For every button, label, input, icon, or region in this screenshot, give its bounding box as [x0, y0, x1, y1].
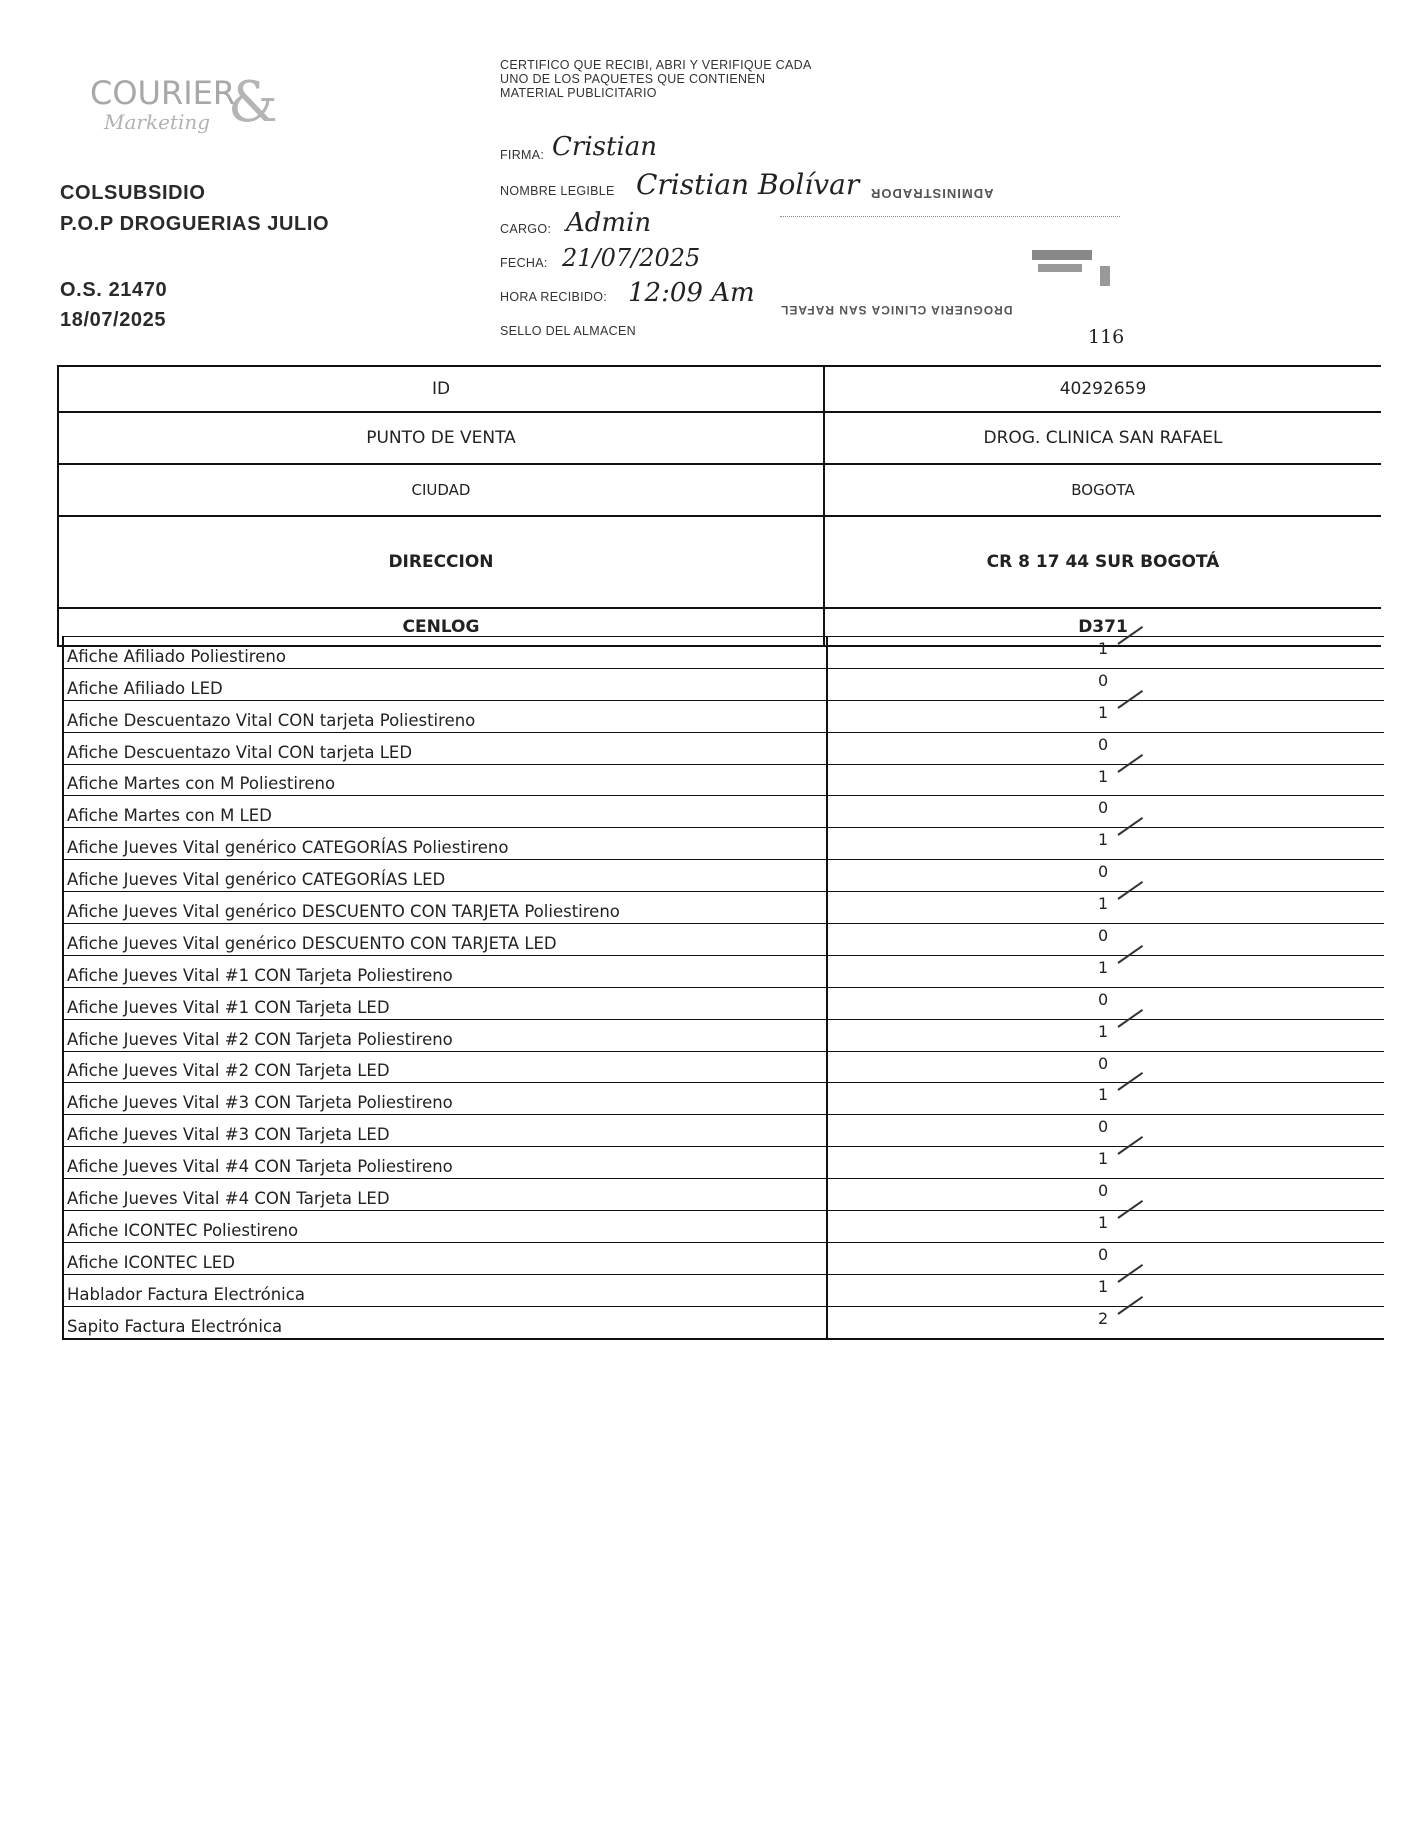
item-name: Afiche Afiliado LED: [64, 669, 828, 700]
table-row: [64, 1274, 1384, 1306]
item-quantity-cell: [828, 1147, 1384, 1178]
item-quantity-cell: [828, 1243, 1384, 1274]
info-row-ciudad: [59, 465, 1381, 517]
item-quantity-cell: [828, 1307, 1384, 1338]
item-name: Afiche Jueves Vital genérico DESCUENTO CON TARJETA LED: [64, 924, 828, 955]
item-name: Sapito Factura Electrónica: [64, 1307, 828, 1338]
item-quantity: 1: [1098, 1276, 1109, 1296]
item-quantity-cell: [828, 924, 1384, 955]
item-quantity: 0: [1098, 1244, 1109, 1264]
item-quantity-cell: [828, 988, 1384, 1019]
item-name: Afiche Jueves Vital #1 CON Tarjeta Poliestireno: [64, 956, 828, 987]
stamp-line: [780, 216, 1120, 217]
table-row: [64, 1114, 1384, 1146]
table-row: [64, 1146, 1384, 1178]
sello-label: SELLO DEL ALMACEN: [500, 324, 636, 338]
info-value: D371: [1078, 617, 1128, 637]
item-name: Afiche Jueves Vital #3 CON Tarjeta LED: [64, 1115, 828, 1146]
campaign-name: P.O.P DROGUERIAS JULIO: [60, 213, 330, 235]
item-quantity: 1: [1098, 830, 1109, 850]
item-quantity-cell: [828, 1179, 1384, 1210]
table-row: [64, 795, 1384, 827]
client-block: [60, 178, 329, 240]
item-name: Afiche Martes con M LED: [64, 796, 828, 827]
item-quantity: 0: [1098, 1053, 1109, 1073]
store-stamp-icon: [1030, 248, 1130, 290]
table-row: [64, 732, 1384, 764]
table-row: [64, 636, 1384, 668]
table-row: [64, 700, 1384, 732]
item-quantity: 1: [1098, 766, 1109, 786]
table-row: [64, 1306, 1384, 1338]
item-name: Afiche Jueves Vital #2 CON Tarjeta LED: [64, 1052, 828, 1083]
stamp-role: ADMINISTRADOR: [870, 186, 994, 201]
nombre-value: Cristian Bolívar: [636, 168, 860, 201]
logo-ampersand-icon: &: [228, 70, 278, 135]
item-quantity: 1: [1098, 1085, 1109, 1105]
cargo-label: CARGO:: [500, 222, 552, 236]
table-row: [64, 1051, 1384, 1083]
firma-label: FIRMA:: [500, 148, 545, 162]
info-value: BOGOTA: [1071, 481, 1135, 499]
item-quantity-cell: [828, 828, 1384, 859]
item-quantity-cell: [828, 669, 1384, 700]
delivery-info-table: [57, 365, 1381, 647]
table-row: [64, 764, 1384, 796]
item-quantity-cell: [828, 1275, 1384, 1306]
item-name: Afiche Jueves Vital genérico CATEGORÍAS Poliestireno: [64, 828, 828, 859]
company-logo: [86, 70, 286, 140]
hora-value: 12:09 Am: [628, 278, 755, 308]
logo-word-courier: COURIER: [90, 74, 236, 112]
item-name: Afiche Jueves Vital #2 CON Tarjeta Poliestireno: [64, 1020, 828, 1051]
item-name: Afiche Jueves Vital #4 CON Tarjeta Poliestireno: [64, 1147, 828, 1178]
item-name: Afiche Jueves Vital genérico DESCUENTO CON TARJETA Poliestireno: [64, 892, 828, 923]
info-label: ID: [59, 367, 825, 411]
table-row: [64, 827, 1384, 859]
order-block: [60, 275, 167, 335]
item-quantity: 0: [1098, 798, 1109, 818]
item-name: Afiche ICONTEC Poliestireno: [64, 1211, 828, 1242]
item-quantity: 1: [1098, 957, 1109, 977]
info-label: CIUDAD: [59, 465, 825, 515]
item-quantity-cell: [828, 956, 1384, 987]
item-quantity: 0: [1098, 862, 1109, 882]
table-row: [64, 891, 1384, 923]
info-label: CENLOG: [59, 609, 825, 645]
store-stamp-name: DROGUERIA CLINICA SAN RAFAEL: [780, 303, 1013, 317]
item-quantity-cell: [828, 733, 1384, 764]
nombre-label: NOMBRE LEGIBLE: [500, 184, 615, 198]
info-row-direccion: [59, 517, 1381, 609]
info-label: PUNTO DE VENTA: [59, 413, 825, 463]
item-quantity-cell: [828, 796, 1384, 827]
item-quantity-cell: [828, 765, 1384, 796]
info-row-punto-de-venta: [59, 413, 1381, 465]
table-row: [64, 923, 1384, 955]
item-name: Afiche ICONTEC LED: [64, 1243, 828, 1274]
fecha-value: 21/07/2025: [562, 244, 701, 272]
table-row: [64, 859, 1384, 891]
table-row: [64, 1210, 1384, 1242]
item-quantity-cell: [828, 1211, 1384, 1242]
order-date: 18/07/2025: [60, 309, 167, 331]
item-quantity: 0: [1098, 734, 1109, 754]
logo-word-marketing: Marketing: [104, 110, 211, 134]
item-quantity-cell: [828, 1052, 1384, 1083]
item-quantity-cell: [828, 637, 1384, 668]
client-name: COLSUBSIDIO: [60, 182, 206, 204]
info-label: DIRECCION: [59, 517, 825, 607]
item-name: Afiche Descuentazo Vital CON tarjeta LED: [64, 733, 828, 764]
item-name: Afiche Jueves Vital genérico CATEGORÍAS LED: [64, 860, 828, 891]
table-row: [64, 1178, 1384, 1210]
item-name: Afiche Afiliado Poliestireno: [64, 637, 828, 668]
item-quantity-cell: [828, 701, 1384, 732]
hora-label: HORA RECIBIDO:: [500, 290, 607, 304]
item-name: Afiche Jueves Vital #1 CON Tarjeta LED: [64, 988, 828, 1019]
item-quantity: 1: [1098, 639, 1109, 658]
item-quantity-cell: [828, 892, 1384, 923]
item-name: Afiche Martes con M Poliestireno: [64, 765, 828, 796]
item-name: Hablador Factura Electrónica: [64, 1275, 828, 1306]
info-value: CR 8 17 44 SUR BOGOTÁ: [986, 552, 1220, 572]
order-number: O.S. 21470: [60, 279, 168, 301]
fecha-label: FECHA:: [500, 256, 548, 270]
item-quantity: 1: [1098, 702, 1109, 722]
info-value: 40292659: [1059, 379, 1147, 399]
item-quantity: 1: [1098, 1213, 1109, 1233]
sheet-number: 116: [1088, 326, 1125, 348]
material-items-table: [62, 636, 1384, 1340]
table-row: [64, 1082, 1384, 1114]
item-quantity: 0: [1098, 926, 1109, 946]
item-quantity: 0: [1098, 1181, 1109, 1201]
info-value: DROG. CLINICA SAN RAFAEL: [983, 428, 1223, 448]
table-row: [64, 1019, 1384, 1051]
table-row: [64, 1242, 1384, 1274]
item-quantity-cell: [828, 1083, 1384, 1114]
item-name: Afiche Descuentazo Vital CON tarjeta Poliestireno: [64, 701, 828, 732]
item-quantity: 1: [1098, 894, 1109, 914]
item-quantity: 0: [1098, 989, 1109, 1009]
item-quantity-cell: [828, 1020, 1384, 1051]
item-quantity: 1: [1098, 1021, 1109, 1041]
item-name: Afiche Jueves Vital #4 CON Tarjeta LED: [64, 1179, 828, 1210]
table-row: [64, 668, 1384, 700]
firma-signature: Cristian: [552, 132, 657, 162]
certification-statement: CERTIFICO QUE RECIBI, ABRI Y VERIFIQUE CADA UNO DE LOS PAQUETES QUE CONTIENEN MATERIAL PUBLICITARIO: [500, 58, 811, 100]
table-row: [64, 955, 1384, 987]
item-quantity: 0: [1098, 1117, 1109, 1137]
item-quantity-cell: [828, 860, 1384, 891]
info-row-id: [59, 367, 1381, 413]
cargo-value: Admin: [566, 208, 652, 238]
item-quantity: 0: [1098, 670, 1109, 690]
item-name: Afiche Jueves Vital #3 CON Tarjeta Poliestireno: [64, 1083, 828, 1114]
item-quantity: 2: [1098, 1308, 1109, 1328]
item-quantity-cell: [828, 1115, 1384, 1146]
table-row: [64, 987, 1384, 1019]
item-quantity: 1: [1098, 1149, 1109, 1169]
